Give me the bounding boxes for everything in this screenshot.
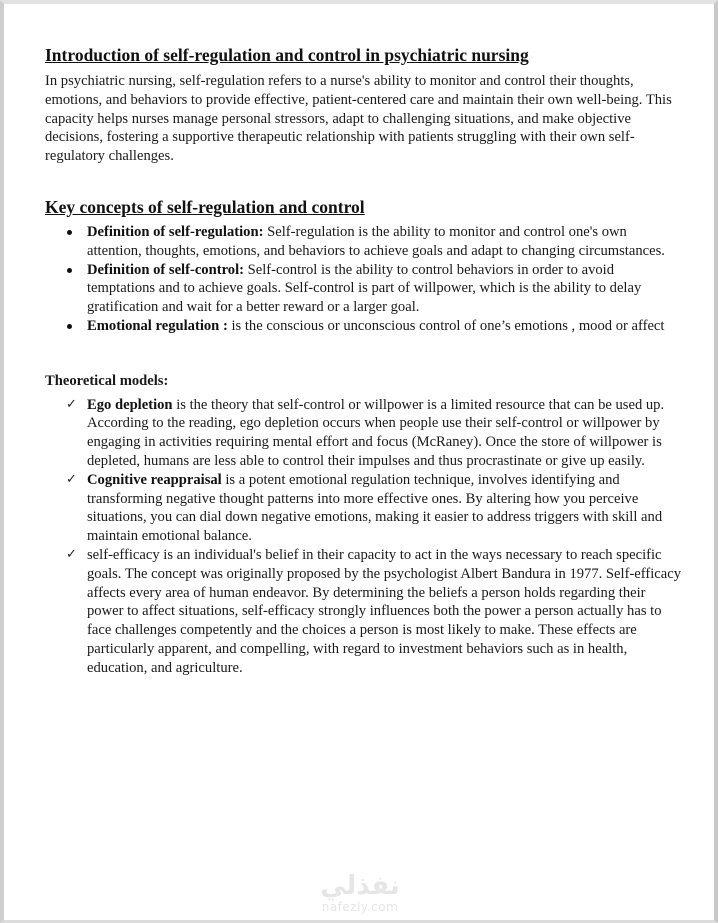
theoretical-models-heading: Theoretical models: <box>45 372 169 389</box>
list-item <box>87 261 685 317</box>
term-label: Emotional regulation : <box>87 317 228 334</box>
bullet-icon <box>67 268 72 273</box>
term-label: Cognitive reappraisal <box>87 471 222 488</box>
term-text: is the conscious or unconscious control of one’s emotions , mood or affect <box>227 317 665 334</box>
term-text: self-efficacy is an individual's belief in their capacity to act in the ways necessary to reach specific goals. The concept was originally proposed by the psychologist Albert Bandura in 1977. Self-efficacy affects every area of human endeavor. By determining the beliefs a person holds regarding their power to affect situations, self-efficacy strongly influences both the power a person actually has to face challenges competently and the choices a person is most likely to make. These effects are particularly apparent, and compelling, with regard to investment behaviors such as in health, education, and agriculture. <box>87 546 682 676</box>
list-item <box>66 471 685 546</box>
checkmark-icon: ✓ <box>66 396 77 412</box>
checkmark-icon: ✓ <box>66 471 77 487</box>
term-label: Ego depletion <box>87 396 173 413</box>
term-text: is the theory that self-control or willpower is a limited resource that can be used up. According to the reading, ego depletion occurs when people use their self-control or willpower by engaging in activities requiring mental effort and focus (McRaney). Once the store of willpower is depleted, humans are less able to control their impulses and thus procrastinate or give up easily. <box>87 396 665 469</box>
term-label: Definition of self-regulation: <box>87 223 264 240</box>
list-item <box>87 317 685 336</box>
list-item <box>87 223 685 261</box>
theoretical-models-list <box>45 396 685 678</box>
bullet-icon <box>67 324 72 329</box>
watermark <box>300 872 420 914</box>
bullet-icon <box>67 230 72 235</box>
list-item <box>66 396 685 471</box>
intro-paragraph: In psychiatric nursing, self-regulation refers to a nurse's ability to monitor and control their thoughts, emotions, and behaviors to provide effective, patient-centered care and maintain their own well-being. This capacity helps nurses manage personal stressors, adapt to challenging situations, and make objective decisions, fostering a supportive therapeutic relationship with patients struggling with their own self-regulatory challenges. <box>45 73 672 165</box>
key-concepts-list <box>45 223 685 336</box>
term-text: is a potent emotional regulation technique, involves identifying and transforming negative thought patterns into more effective ones. By altering how you perceive situations, you can dial down negative emotions, making it easier to address triggers with skill and maintain emotional balance. <box>87 471 663 545</box>
list-item <box>66 546 685 678</box>
term-text: Self-regulation is the ability to monitor and control one's own attention, thoughts, emotions, and behaviors to achieve goals and adapt to changing circumstances. <box>87 223 665 259</box>
term-label: Definition of self-control: <box>87 261 244 278</box>
intro-heading: Introduction of self-regulation and control in psychiatric nursing <box>45 45 529 65</box>
watermark-arabic: نفذلي <box>320 871 400 901</box>
watermark-latin: nafezly.com <box>321 900 399 914</box>
term-text: Self-control is the ability to control behaviors in order to avoid temptations and to achieve goals. Self-control is part of willpower, which is the ability to delay gratification and wait for a better reward or a larger goal. <box>87 261 642 316</box>
document-page <box>45 44 685 678</box>
key-concepts-heading: Key concepts of self-regulation and control <box>45 196 365 217</box>
checkmark-icon: ✓ <box>66 546 77 562</box>
